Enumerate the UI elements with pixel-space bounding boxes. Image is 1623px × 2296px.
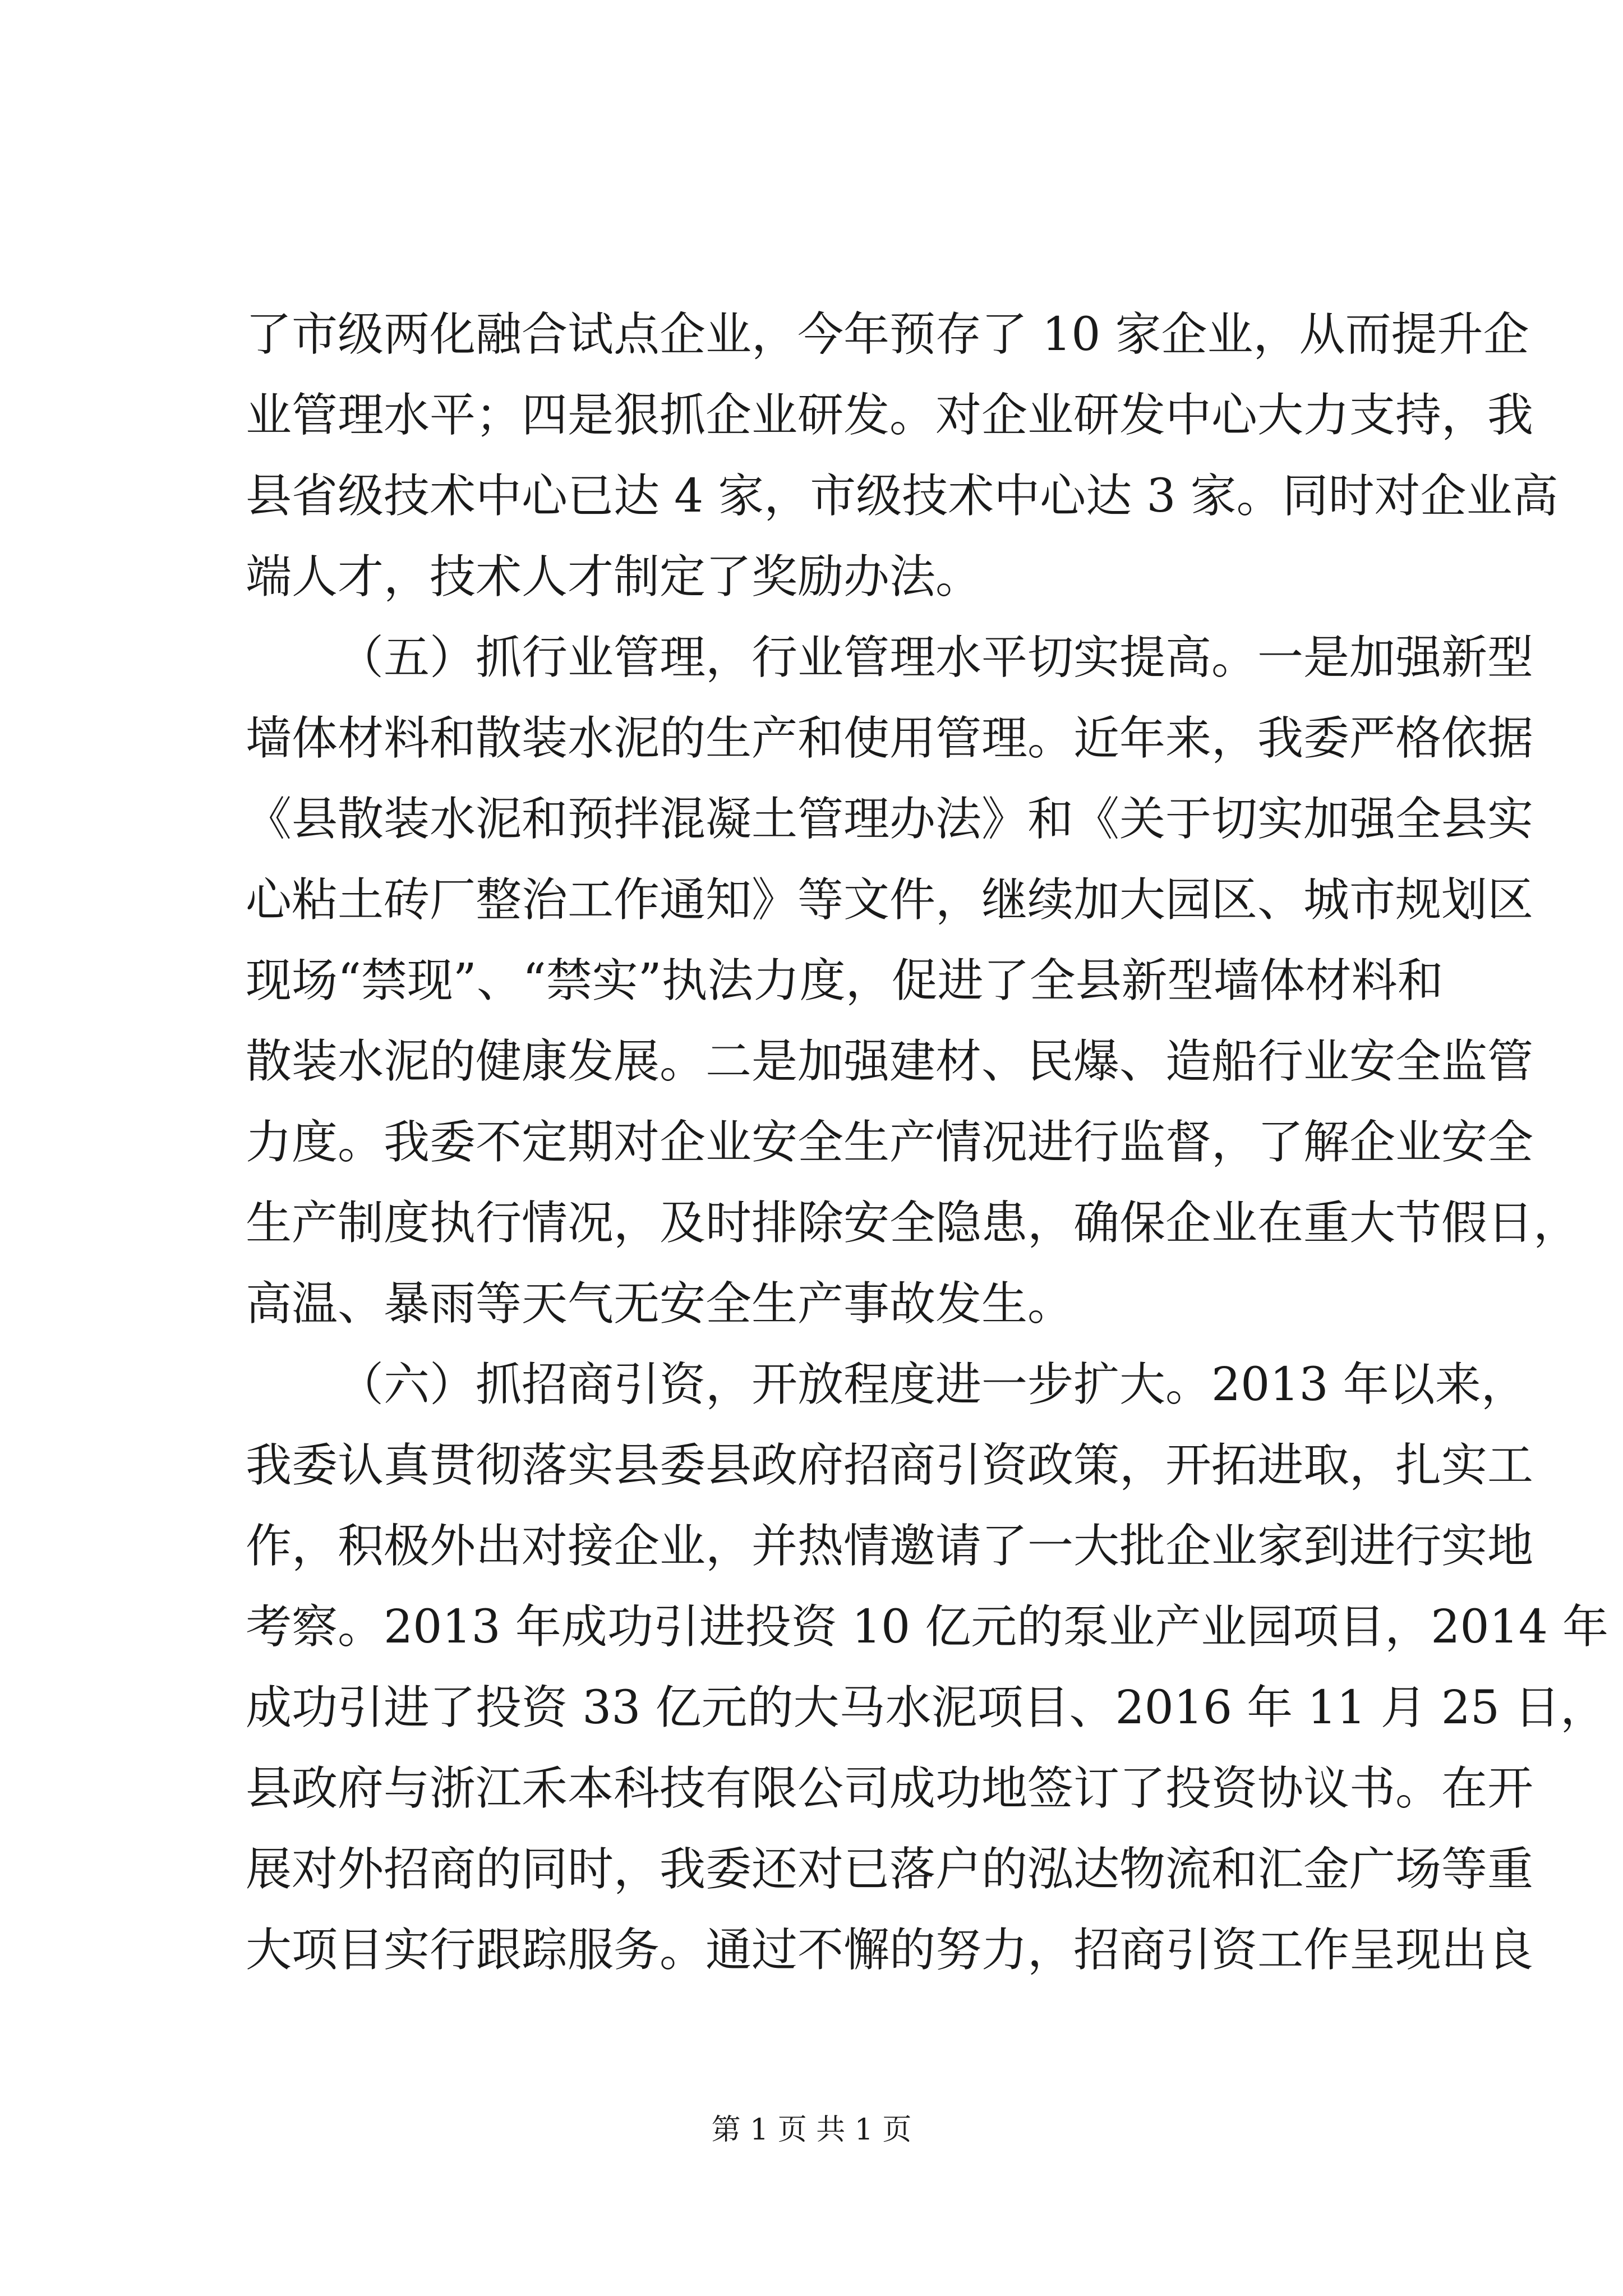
text-line: 考察。2013 年成功引进投资 10 亿元的泵业产业园项目，2014 年 bbox=[246, 1600, 1608, 1654]
text-line: 业管理水平；四是狠抓企业研发。对企业研发中心大力支持，我 bbox=[246, 389, 1534, 442]
text-line: 了市级两化融合试点企业，今年预存了 10 家企业，从而提升企 bbox=[246, 308, 1529, 361]
text-line: 展对外招商的同时，我委还对已落户的泓达物流和汇金广场等重 bbox=[246, 1843, 1534, 1896]
text-line: 生产制度执行情况，及时排除安全隐患，确保企业在重大节假日， bbox=[246, 1197, 1580, 1250]
text-line: 散装水泥的健康发展。二是加强建材、民爆、造船行业安全监管 bbox=[246, 1035, 1534, 1088]
page-footer: 第 1 页 共 1 页 bbox=[711, 2113, 912, 2147]
text-line: 高温、暴雨等天气无安全生产事故发生。 bbox=[246, 1277, 1074, 1331]
text-line: 成功引进了投资 33 亿元的大马水泥项目、2016 年 11 月 25 日， bbox=[246, 1681, 1607, 1734]
text-line: 端人才，技术人才制定了奖励办法。 bbox=[246, 550, 982, 604]
text-line: 心粘土砖厂整治工作通知》等文件，继续加大园区、城市规划区 bbox=[246, 873, 1534, 927]
text-line: 大项目实行跟踪服务。通过不懈的努力，招商引资工作呈现出良 bbox=[246, 1924, 1534, 1977]
paragraph bbox=[246, 295, 1559, 618]
text-line: （六）抓招商引资，开放程度进一步扩大。2013 年以来， bbox=[338, 1358, 1527, 1411]
text-line: 《县散装水泥和预拌混凝土管理办法》和《关于切实加强全县实 bbox=[246, 793, 1534, 846]
text-line: 我委认真贯彻落实县委县政府招商引资政策，开拓进取，扎实工 bbox=[246, 1439, 1534, 1492]
document-body bbox=[246, 295, 1608, 1991]
text-line: 力度。我委不定期对企业安全生产情况进行监督，了解企业安全 bbox=[246, 1116, 1534, 1169]
text-line: 墙体材料和散装水泥的生产和使用管理。近年来，我委严格依据 bbox=[246, 712, 1534, 765]
paragraph bbox=[246, 618, 1580, 1345]
text-line: 县省级技术中心已达 4 家，市级技术中心达 3 家。同时对企业高 bbox=[246, 470, 1559, 523]
text-line: 作，积极外出对接企业，并热情邀请了一大批企业家到进行实地 bbox=[246, 1520, 1534, 1573]
text-line: 现场“禁现”、“禁实”执法力度，促进了全县新型墙体材料和 bbox=[246, 954, 1444, 1007]
text-line: （五）抓行业管理，行业管理水平切实提高。一是加强新型 bbox=[338, 631, 1534, 684]
text-line: 县政府与浙江禾本科技有限公司成功地签订了投资协议书。在开 bbox=[246, 1762, 1534, 1815]
paragraph bbox=[246, 1345, 1608, 1991]
